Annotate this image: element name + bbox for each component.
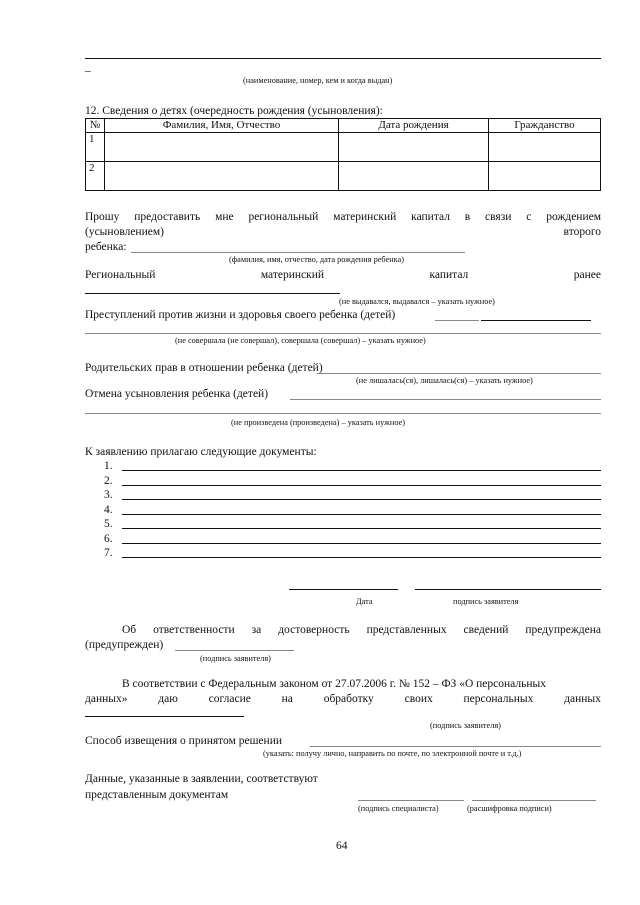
request-word: с [526, 211, 532, 223]
birth-date-cell[interactable] [339, 162, 489, 191]
notify-label: Способ извещения о принятом решении [85, 735, 282, 747]
verify-line-1: Данные, указанные в заявлении, соответствуют [85, 773, 318, 785]
name-cell[interactable] [105, 162, 339, 191]
verify-line-2: представленным документам [85, 789, 229, 801]
request-line-1 [85, 210, 601, 224]
document-line[interactable] [85, 58, 601, 59]
notify-line[interactable] [310, 746, 601, 747]
citizenship-cell[interactable] [489, 162, 601, 191]
document-item-line[interactable] [122, 543, 601, 544]
name-cell[interactable] [105, 133, 339, 162]
responsibility-word: за [251, 624, 262, 636]
document-item-number: 2. [104, 475, 113, 487]
notify-hint: (указать: получу лично, направить по почте, по электронной почте и т.д.) [263, 749, 522, 758]
table-row [86, 133, 601, 162]
citizenship-cell[interactable] [489, 133, 601, 162]
column-header: Гражданство [489, 119, 601, 133]
document-item-number: 6. [104, 533, 113, 545]
responsibility-line-1 [122, 623, 601, 637]
request-word: предоставить [134, 211, 201, 223]
responsibility-word: сведений [463, 624, 509, 636]
request-line-2 [85, 225, 601, 239]
row-number: 2 [86, 162, 105, 191]
request-word: Прошу [85, 211, 120, 223]
page-number: 64 [336, 840, 348, 852]
table-row [86, 162, 601, 191]
consent-word: обработку [323, 693, 374, 705]
consent-word: персональных [463, 693, 534, 705]
child-label: ребенка: [85, 241, 127, 253]
birth-date-cell[interactable] [339, 133, 489, 162]
date-label: Дата [356, 597, 373, 606]
document-hint: (наименование, номер, кем и когда выдан) [243, 76, 393, 85]
table-header-row [86, 119, 601, 133]
document-item-number: 7. [104, 547, 113, 559]
document-item-number: 1. [104, 460, 113, 472]
request-word: региональный [248, 211, 319, 223]
column-header: Дата рождения [339, 119, 489, 133]
request-word: мне [215, 211, 234, 223]
responsibility-line-2: (предупрежден) [85, 639, 164, 651]
crimes-label: Преступлений против жизни и здоровья своего ребенка (детей) [85, 309, 396, 321]
responsibility-word: предупреждена [525, 624, 601, 636]
specialist-decode-hint: (расшифровка подписи) [467, 804, 552, 813]
consent-word: данных» [85, 693, 128, 705]
document-item-number: 4. [104, 504, 113, 516]
consent-hint: (подпись заявителя) [430, 721, 501, 730]
signature-label: подпись заявителя [453, 597, 519, 606]
children-table [85, 118, 601, 191]
child-hint: (фамилия, имя, отчество, дата рождения ребенка) [229, 255, 404, 264]
request-word: связи [485, 211, 512, 223]
consent-word: даю [158, 693, 178, 705]
document-item-line[interactable] [122, 485, 601, 486]
consent-line-2 [85, 692, 601, 706]
parental-label: Родительских прав в отношении ребенка (детей) [85, 362, 323, 374]
specialist-decode-line[interactable] [472, 800, 596, 801]
consent-word: своих [404, 693, 433, 705]
request-word: (усыновлением) [85, 226, 164, 238]
capital-word: капитал [429, 269, 469, 281]
column-header: № [86, 119, 105, 133]
capital-hint: (не выдавался, выдавался – указать нужное) [339, 297, 495, 306]
documents-heading: К заявлению прилагаю следующие документы: [85, 446, 317, 458]
consent-line-1: В соответствии с Федеральным законом от 27.07.2006 г. № 152 – ФЗ «О персональных [122, 678, 546, 690]
child-line[interactable] [131, 252, 465, 253]
request-word: материнский [333, 211, 397, 223]
document-item-line[interactable] [122, 499, 601, 500]
capital-word: ранее [573, 269, 601, 281]
responsibility-sign-line[interactable] [175, 650, 294, 651]
request-word: в [464, 211, 471, 223]
request-word: капитал [411, 211, 450, 223]
children-heading: 12. Сведения о детях (очередность рождения (усыновления): [85, 105, 383, 117]
specialist-sign-line[interactable] [358, 800, 464, 801]
request-word: второго [563, 226, 601, 238]
responsibility-hint: (подпись заявителя) [200, 654, 271, 663]
consent-word: согласие [208, 693, 251, 705]
crimes-line-c[interactable] [85, 333, 601, 334]
crimes-line-b[interactable] [481, 320, 591, 321]
crimes-hint: (не совершала (не совершал), совершала (совершал) – указать нужное) [175, 336, 426, 345]
dash-mark: – [85, 65, 91, 77]
parental-line[interactable] [317, 373, 601, 374]
document-item-line[interactable] [122, 514, 601, 515]
responsibility-word: представленных [366, 624, 447, 636]
responsibility-word: Об [122, 624, 137, 636]
document-item-number: 3. [104, 489, 113, 501]
consent-word: на [281, 693, 293, 705]
capital-word: Региональный [85, 269, 156, 281]
responsibility-word: достоверность [278, 624, 350, 636]
column-header: Фамилия, Имя, Отчество [105, 119, 339, 133]
document-item-line[interactable] [122, 470, 601, 471]
row-number: 1 [86, 133, 105, 162]
signature-line[interactable] [415, 589, 601, 590]
adoption-line-2[interactable] [85, 413, 601, 414]
consent-sign-line[interactable] [85, 716, 244, 717]
capital-input-line[interactable] [85, 293, 340, 294]
specialist-sign-hint: (подпись специалиста) [358, 804, 439, 813]
document-item-line[interactable] [122, 528, 601, 529]
request-word: рождением [546, 211, 601, 223]
responsibility-word: ответственности [153, 624, 235, 636]
document-item-number: 5. [104, 518, 113, 530]
capital-word: материнский [260, 269, 325, 281]
capital-line [85, 268, 601, 282]
adoption-line[interactable] [290, 399, 601, 400]
date-line[interactable] [289, 589, 398, 590]
adoption-hint: (не произведена (произведена) – указать нужное) [231, 418, 406, 427]
document-item-line[interactable] [122, 557, 601, 558]
crimes-line-a[interactable] [435, 320, 479, 321]
adoption-label: Отмена усыновления ребенка (детей) [85, 388, 269, 400]
parental-hint: (не лишалась(ся), лишалась(ся) – указать нужное) [356, 376, 533, 385]
consent-word: данных [564, 693, 601, 705]
